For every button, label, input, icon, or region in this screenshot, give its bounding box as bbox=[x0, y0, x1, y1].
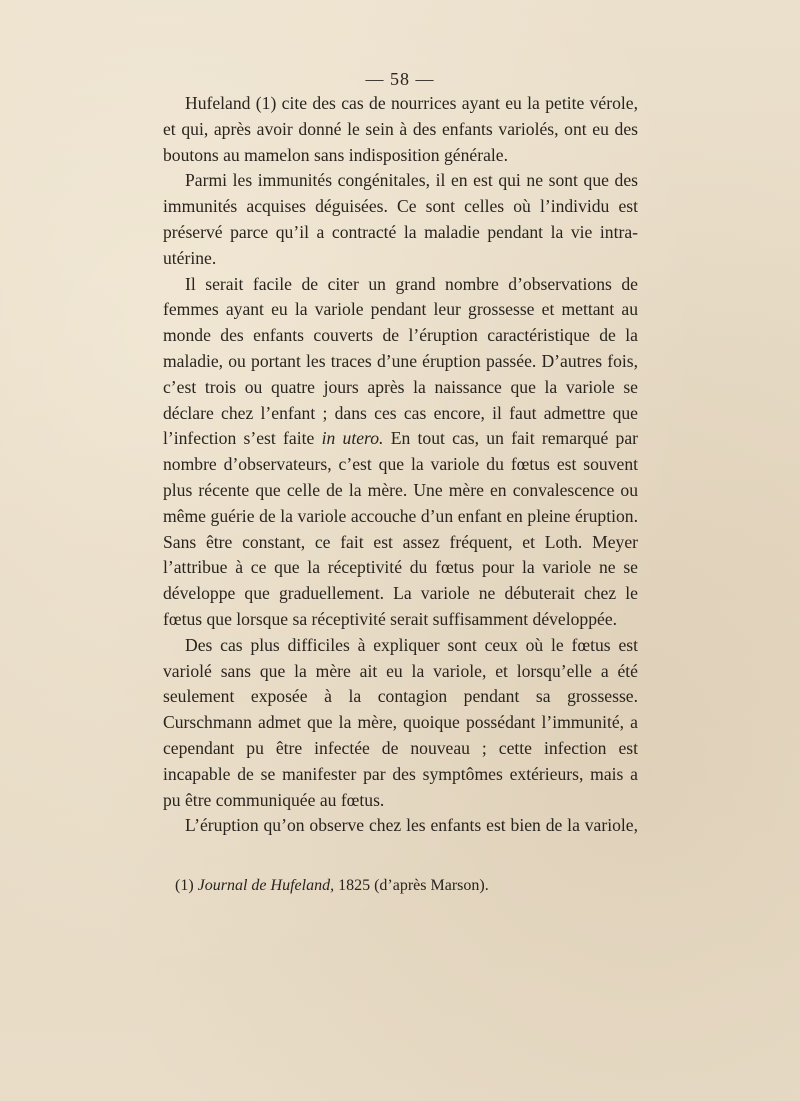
paragraph-1: Hufeland (1) cite des cas de nourrices ayant eu la petite vérole, et qui, après avoir donné le sein à des enfants variolés, ont eu des boutons au mamelon sans indisposition générale. bbox=[163, 93, 638, 165]
paragraph-3-italic: in utero. bbox=[321, 428, 384, 449]
paragraph-3-part-2: En tout cas, un fait remarqué par nombre d’observateurs, c’est que la variole du fœtus est souvent plus récente que celle de la mère. Une mère en convalescence ou même guérie de la variole accouche d’un enfant en pleine éruption. Sans être constant, ce fait est assez fréquent, et Loth. Meyer l’attribue à ce que la réceptivité du fœtus pour la variole ne se développe que graduellement. La variole ne débuterait chez le fœtus que lorsque sa réceptivité serait suffisamment développée. bbox=[163, 428, 639, 629]
footnote-rest: 1825 (d’après Marson). bbox=[334, 877, 489, 894]
footnote-marker: (1) bbox=[175, 877, 194, 894]
paragraph-4: Des cas plus difficiles à expliquer sont ceux où le fœtus est variolé sans que la mère ait eu la variole, et lorsqu’elle a été seulement exposée à la contagion pendant sa grossesse. Curschmann admet que la mère, quoique possédant l’immunité, a cependant pu être infectée de nouveau ; cette infection est incapable de se manifester par des symptômes extérieurs, mais a pu être communiquée au fœtus. bbox=[163, 634, 638, 810]
page-number: — 58 — bbox=[365, 69, 435, 89]
paragraph-3 bbox=[163, 272, 638, 633]
paragraph-2: Parmi les immunités congénitales, il en est qui ne sont que des immunités acquises déguisées. Ce sont celles où l’individu est préservé parce qu’il a contracté la maladie pendant la vie intra-utérine. bbox=[163, 170, 638, 268]
paragraph-5: L’éruption qu’on observe chez les enfants est bien de la variole, bbox=[185, 815, 638, 836]
paragraph-3-part-1: Il serait facile de citer un grand nombre d’observations de femmes ayant eu la variole pendant leur grossesse et mettant au monde des enfants couverts de l’éruption caractéristique de la maladie, ou portant les traces d’une éruption passée. D’autres fois, c’est trois ou quatre jours après la naissance que la variole se déclare chez l’enfant ; dans ces cas encore, il faut admettre que l’infection s’est faite bbox=[163, 273, 638, 449]
footnote-journal-title: Journal de Hufeland, bbox=[197, 877, 335, 894]
body-text bbox=[163, 91, 638, 839]
footnote bbox=[175, 876, 489, 896]
